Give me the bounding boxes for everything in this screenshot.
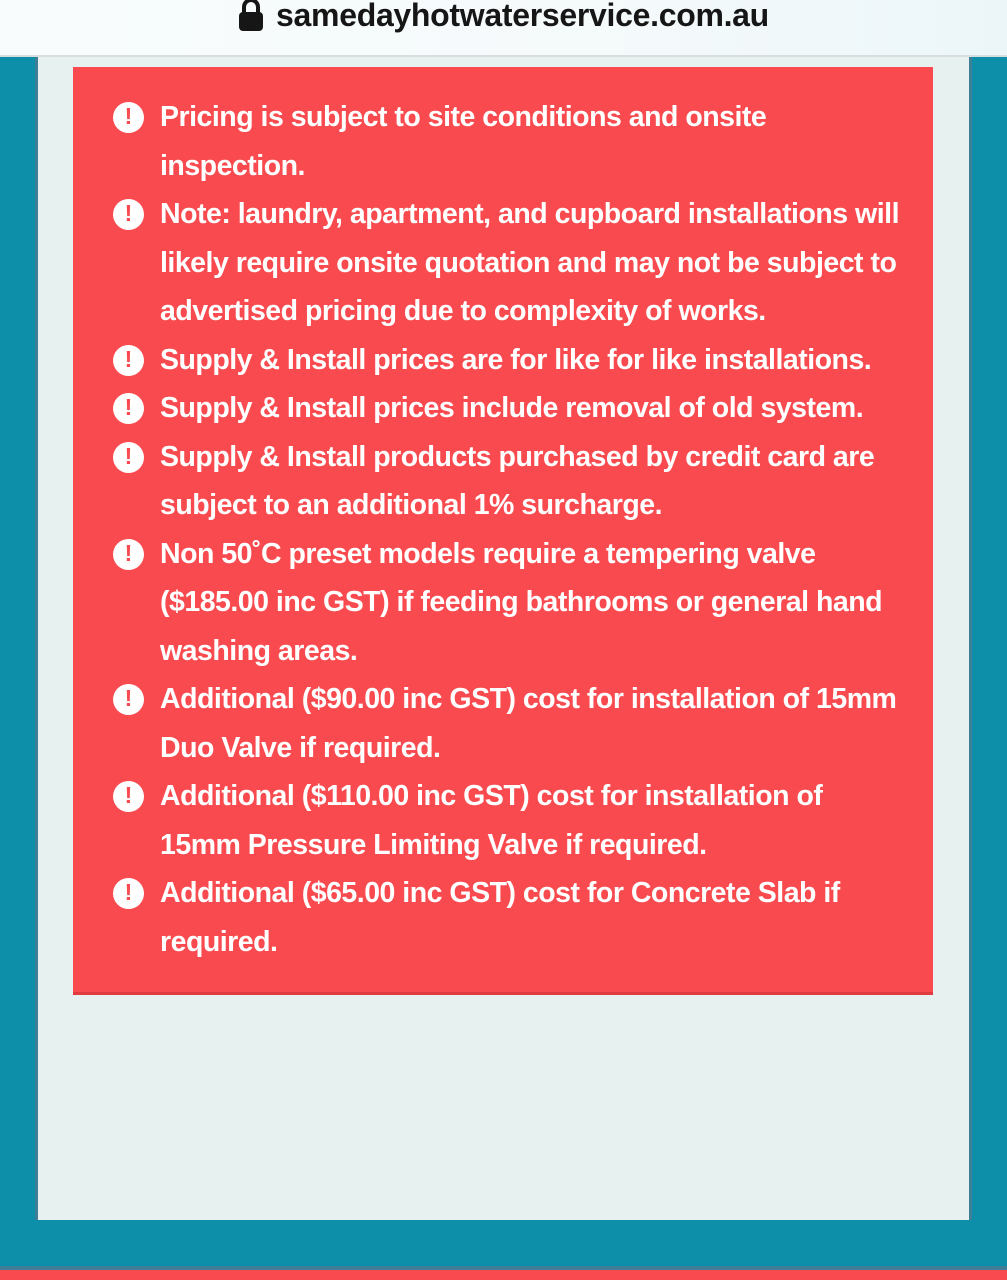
notice-item: [73, 869, 910, 966]
notice-item-text: Pricing is subject to site conditions and onsite inspection.: [160, 101, 767, 182]
exclamation-circle-icon: [113, 199, 144, 230]
notice-item-text: Additional ($110.00 inc GST) cost for installation of 15mm Pressure Limiting Valve if required.: [160, 780, 823, 861]
notice-item: [73, 93, 910, 190]
notice-item-text: Additional ($90.00 inc GST) cost for installation of 15mm Duo Valve if required.: [160, 683, 897, 764]
address-bar[interactable]: [0, 0, 1007, 57]
exclamation-circle-icon: [113, 102, 144, 133]
notice-item: [73, 336, 910, 385]
exclamation-circle-icon: [113, 345, 144, 376]
notice-item-text: Supply & Install prices are for like for like installations.: [160, 343, 872, 376]
notice-item: [73, 772, 910, 869]
notice-item-text: Non 50˚C preset models require a tempering valve ($185.00 inc GST) if feeding bathrooms or general hand washing areas.: [160, 537, 883, 667]
notice-item-text: Additional ($65.00 inc GST) cost for Concrete Slab if required.: [160, 877, 840, 958]
notice-item: [73, 384, 910, 433]
exclamation-circle-icon: [113, 781, 144, 812]
lock-icon: [238, 0, 264, 33]
pricing-notice-box: [73, 67, 933, 995]
notice-item-text: Note: laundry, apartment, and cupboard installations will likely require onsite quotation and may not be subject to advertised pricing due to complexity of works.: [160, 198, 899, 327]
notice-list: [73, 93, 910, 966]
notice-item-text: Supply & Install prices include removal of old system.: [160, 392, 864, 424]
notice-item: [73, 530, 910, 676]
exclamation-circle-icon: [113, 539, 144, 570]
notice-item: [73, 675, 910, 772]
exclamation-circle-icon: [113, 684, 144, 715]
notice-item-text: Supply & Install products purchased by credit card are subject to an additional 1% surcharge.: [160, 440, 875, 521]
url-text: samedayhotwaterservice.com.au: [276, 0, 769, 33]
footer-teal-band: [0, 1220, 1007, 1266]
notice-item: [73, 433, 910, 530]
notice-item: [73, 190, 910, 336]
exclamation-circle-icon: [113, 878, 144, 909]
exclamation-circle-icon: [113, 442, 144, 473]
exclamation-circle-icon: [113, 393, 144, 424]
page-background: [0, 57, 1007, 1220]
content-column: [35, 57, 972, 1220]
footer-red-strip: [0, 1270, 1007, 1280]
address-bar-content: [238, 0, 769, 37]
